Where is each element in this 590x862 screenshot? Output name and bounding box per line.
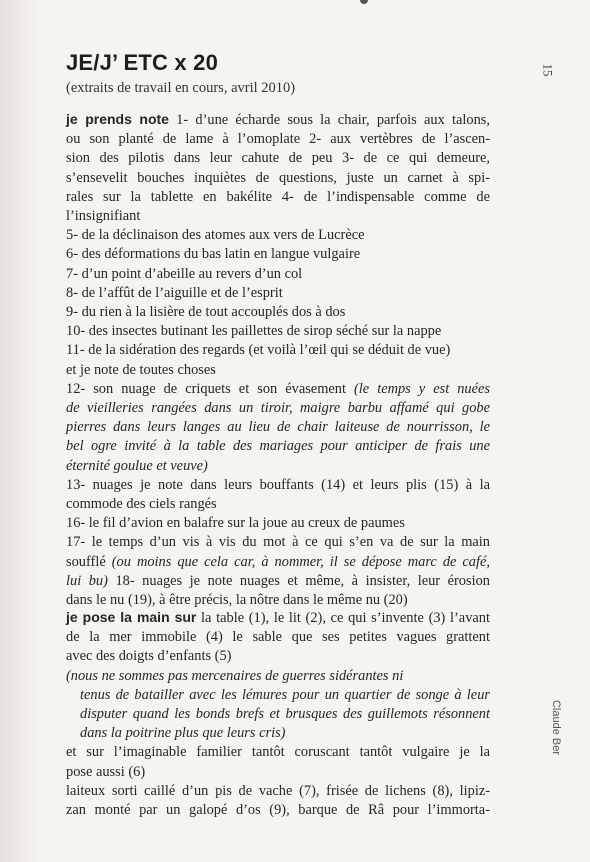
text-line: ou son planté de lame à l’omoplate 2- aux vertèbres de l’ascen- xyxy=(66,131,490,148)
page-top-mark xyxy=(360,0,368,4)
text-line: dans la poitrine plus que leurs cris) xyxy=(80,725,286,742)
lead-phrase: je pose la main sur xyxy=(66,609,197,625)
text-line: disputer quand les bonds brefs et brusques des guillemots résonnent xyxy=(80,706,490,723)
text-line: 8- de l’affût de l’aiguille et de l’esprit xyxy=(66,284,283,301)
text-line: soufflé (ou moins que cela car, à nommer, il se dépose marc de café, xyxy=(66,553,490,570)
text-block-je-prends-note xyxy=(66,110,490,610)
text-block-je-pose-la-main xyxy=(66,608,490,820)
text-line: 10- des insectes butinant les paillettes de sirop séché sur la nappe xyxy=(66,323,442,340)
page-number: 15 xyxy=(540,63,556,77)
text-line: avec des doigts d’enfants (5) xyxy=(66,648,232,665)
text-line: 16- le fil d’avion en balafre sur la joue au creux de paumes xyxy=(66,515,405,532)
text-line: et je note de toutes choses xyxy=(66,361,216,378)
page-subtitle: (extraits de travail en cours, avril 2010) xyxy=(66,80,296,96)
text-line: 13- nuages je note dans leurs bouffants (14) et leurs plis (15) à la xyxy=(66,476,490,493)
text-line: dans le nu (19), à être précis, la nôtre dans le même nu (20) xyxy=(66,592,408,609)
text-line: 5- de la déclinaison des atomes aux vers de Lucrèce xyxy=(66,227,365,244)
text-line: de vieilleries rangées dans un tiroir, maigre barbu affamé qui gobe xyxy=(66,400,490,417)
text-line: 9- du rien à la lisière de tout accouplés dos à dos xyxy=(66,304,346,321)
text-line: et sur l’imaginable familier tantôt coruscant tantôt vulgaire je la xyxy=(66,744,490,761)
text-line: commode des ciels rangés xyxy=(66,496,217,513)
text-line: pose aussi (6) xyxy=(66,763,146,780)
text-line: zan monté par un galopé d’os (9), barque de Râ pour l’immorta- xyxy=(66,802,490,819)
text-line: éternité goulue et veuve) xyxy=(66,457,208,474)
text-line: rales sur la tablette en bakélite 4- de l’indispensable comme de xyxy=(66,188,490,205)
text-line: bel ogre invité à la table des mariages pour anticiper de frais une xyxy=(66,438,490,455)
text-line: sion des pilotis dans leur cahute de peu 3- de ce qui demeure, xyxy=(66,150,490,167)
text-line: tenus de batailler avec les lémures pour un quartier de songe à leur xyxy=(80,686,490,703)
page-title: JE/J’ ETC x 20 xyxy=(66,50,218,75)
text-line: (nous ne sommes pas mercenaires de guerres sidérantes ni xyxy=(66,667,404,684)
text-line: 12- son nuage de criquets et son évasement (le temps y est nuées xyxy=(66,380,490,397)
text-line: lui bu) 18- nuages je note nuages et même, à insister, leur érosion xyxy=(66,572,490,589)
text-line: 7- d’un point d’abeille au revers d’un col xyxy=(66,265,303,282)
text-line: s’ensevelit bouches inquiètes de questions, juste un carnet à spi- xyxy=(66,169,490,186)
text-line: laiteux sorti caillé d’un pis de vache (7), frisée de lichens (8), lipiz- xyxy=(66,782,490,799)
text-line: 6- des déformations du bas latin en langue vulgaire xyxy=(66,246,361,263)
text-line: 17- le temps d’un vis à vis du mot à ce qui s’en va de sur la main xyxy=(66,534,490,551)
text-line: pierres dans leurs langes au lieu de chair laiteuse de nourrisson, le xyxy=(66,419,490,436)
text-line: je pose la main sur la table (1), le lit (2), ce qui s’invente (3) l’avant xyxy=(66,609,490,626)
text-line: 11- de la sidération des regards (et voilà l’œil qui se déduit de vue) xyxy=(66,342,451,359)
lead-phrase: je prends note xyxy=(66,111,169,127)
text-line: de la mer immobile (4) le sable que ses petites vagues grattent xyxy=(66,629,490,646)
author-name: Claude Ber xyxy=(550,699,562,755)
page-fold-shadow xyxy=(0,0,38,862)
text-line: l’insignifiant xyxy=(66,208,141,225)
text-line: je prends note 1- d’une écharde sous la chair, parfois aux talons, xyxy=(66,111,490,128)
